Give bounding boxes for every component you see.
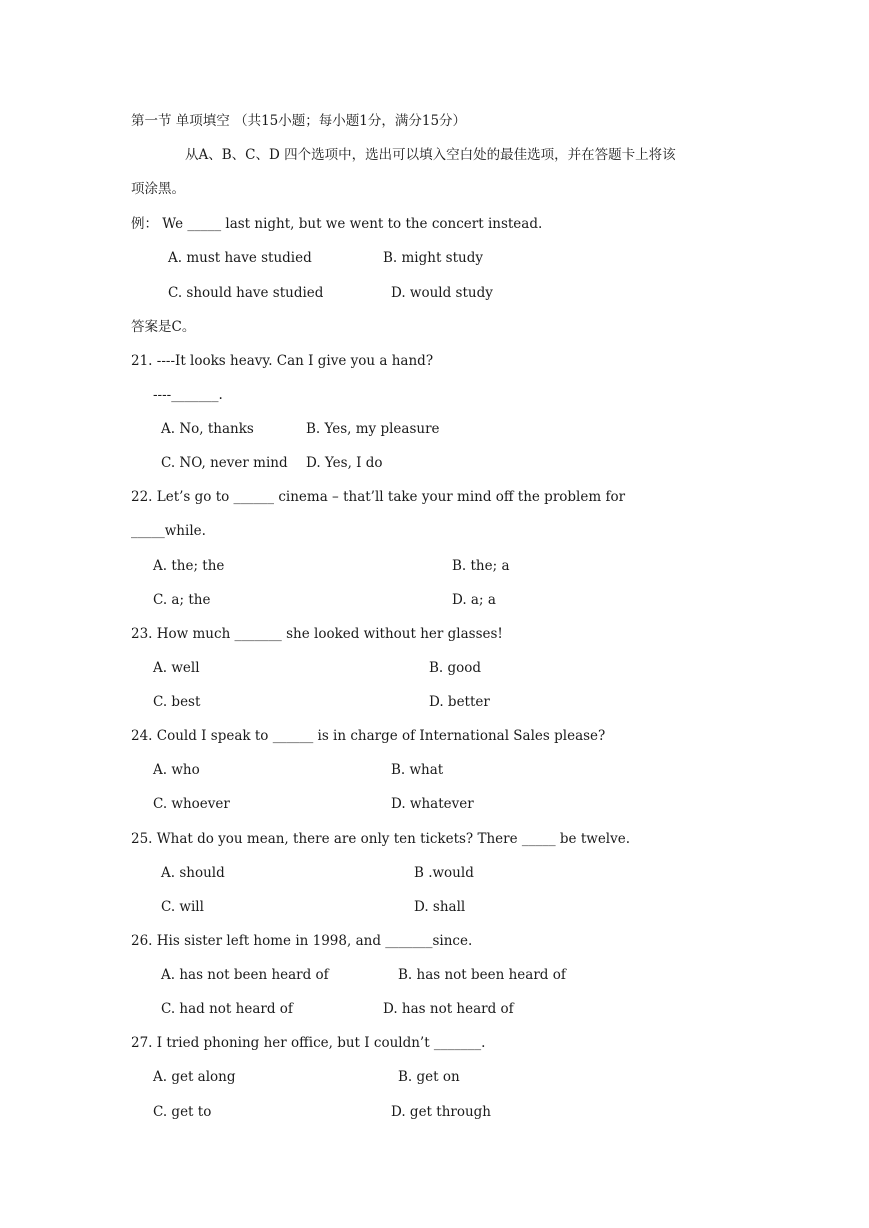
question-27-option-d: D. get through	[391, 1104, 492, 1120]
question-21-option-b: B. Yes, my pleasure	[306, 421, 440, 437]
example-answer: 答案是C。	[131, 319, 196, 335]
question-23-option-c: C. best	[153, 694, 201, 710]
question-25-option-d: D. shall	[414, 899, 466, 915]
question-24-option-d: D. whatever	[391, 796, 474, 812]
question-24-option-c: C. whoever	[153, 796, 230, 812]
question-22-stem: 22. Let’s go to ______ cinema – that’ll take your mind off the problem for	[131, 489, 626, 505]
question-22-option-b: B. the; a	[452, 558, 510, 574]
question-21-option-d: D. Yes, I do	[306, 455, 383, 471]
question-25-option-c: C. will	[161, 899, 204, 915]
question-24-stem: 24. Could I speak to ______ is in charge of International Sales please?	[131, 728, 606, 744]
question-27-option-c: C. get to	[153, 1104, 212, 1120]
example-option-a: A. must have studied	[168, 250, 312, 266]
question-26-stem: 26. His sister left home in 1998, and _______since.	[131, 933, 473, 949]
question-24-option-b: B. what	[391, 762, 444, 778]
question-25-option-a: A. should	[161, 865, 225, 881]
question-27-option-a: A. get along	[153, 1069, 236, 1085]
question-27-stem: 27. I tried phoning her office, but I couldn’t _______.	[131, 1035, 486, 1051]
question-21-response: ----_______.	[153, 387, 223, 403]
question-23-stem: 23. How much _______ she looked without her glasses!	[131, 626, 503, 642]
question-21-option-a: A. No, thanks	[161, 421, 254, 437]
question-25-option-b: B .would	[414, 865, 474, 881]
question-22-stem-continued: _____while.	[131, 523, 206, 539]
question-26-option-d: D. has not heard of	[383, 1001, 514, 1017]
question-26-option-b: B. has not been heard of	[398, 967, 566, 983]
instruction-line-1: 从A、B、C、D 四个选项中，选出可以填入空白处的最佳选项，并在答题卡上将该	[185, 147, 676, 163]
question-25-stem: 25. What do you mean, there are only ten tickets? There _____ be twelve.	[131, 831, 631, 847]
question-22-option-a: A. the; the	[153, 558, 225, 574]
question-26-option-c: C. had not heard of	[161, 1001, 293, 1017]
question-22-option-c: C. a; the	[153, 592, 211, 608]
example-option-d: D. would study	[391, 285, 493, 301]
question-21-option-c: C. NO, never mind	[161, 455, 288, 471]
instruction-line-2: 项涂黑。	[131, 181, 185, 197]
section-heading: 第一节 单项填空 （共15小题；每小题1分，满分15分）	[131, 113, 467, 129]
question-22-option-d: D. a; a	[452, 592, 496, 608]
question-26-option-a: A. has not been heard of	[161, 967, 329, 983]
question-24-option-a: A. who	[153, 762, 200, 778]
example-option-b: B. might study	[383, 250, 483, 266]
example-stem: 例： We _____ last night, but we went to the concert instead.	[131, 216, 543, 232]
question-27-option-b: B. get on	[398, 1069, 460, 1085]
question-21-stem: 21. ----It looks heavy. Can I give you a hand?	[131, 353, 434, 369]
question-23-option-a: A. well	[153, 660, 200, 676]
question-23-option-b: B. good	[429, 660, 482, 676]
example-option-c: C. should have studied	[168, 285, 324, 301]
question-23-option-d: D. better	[429, 694, 490, 710]
